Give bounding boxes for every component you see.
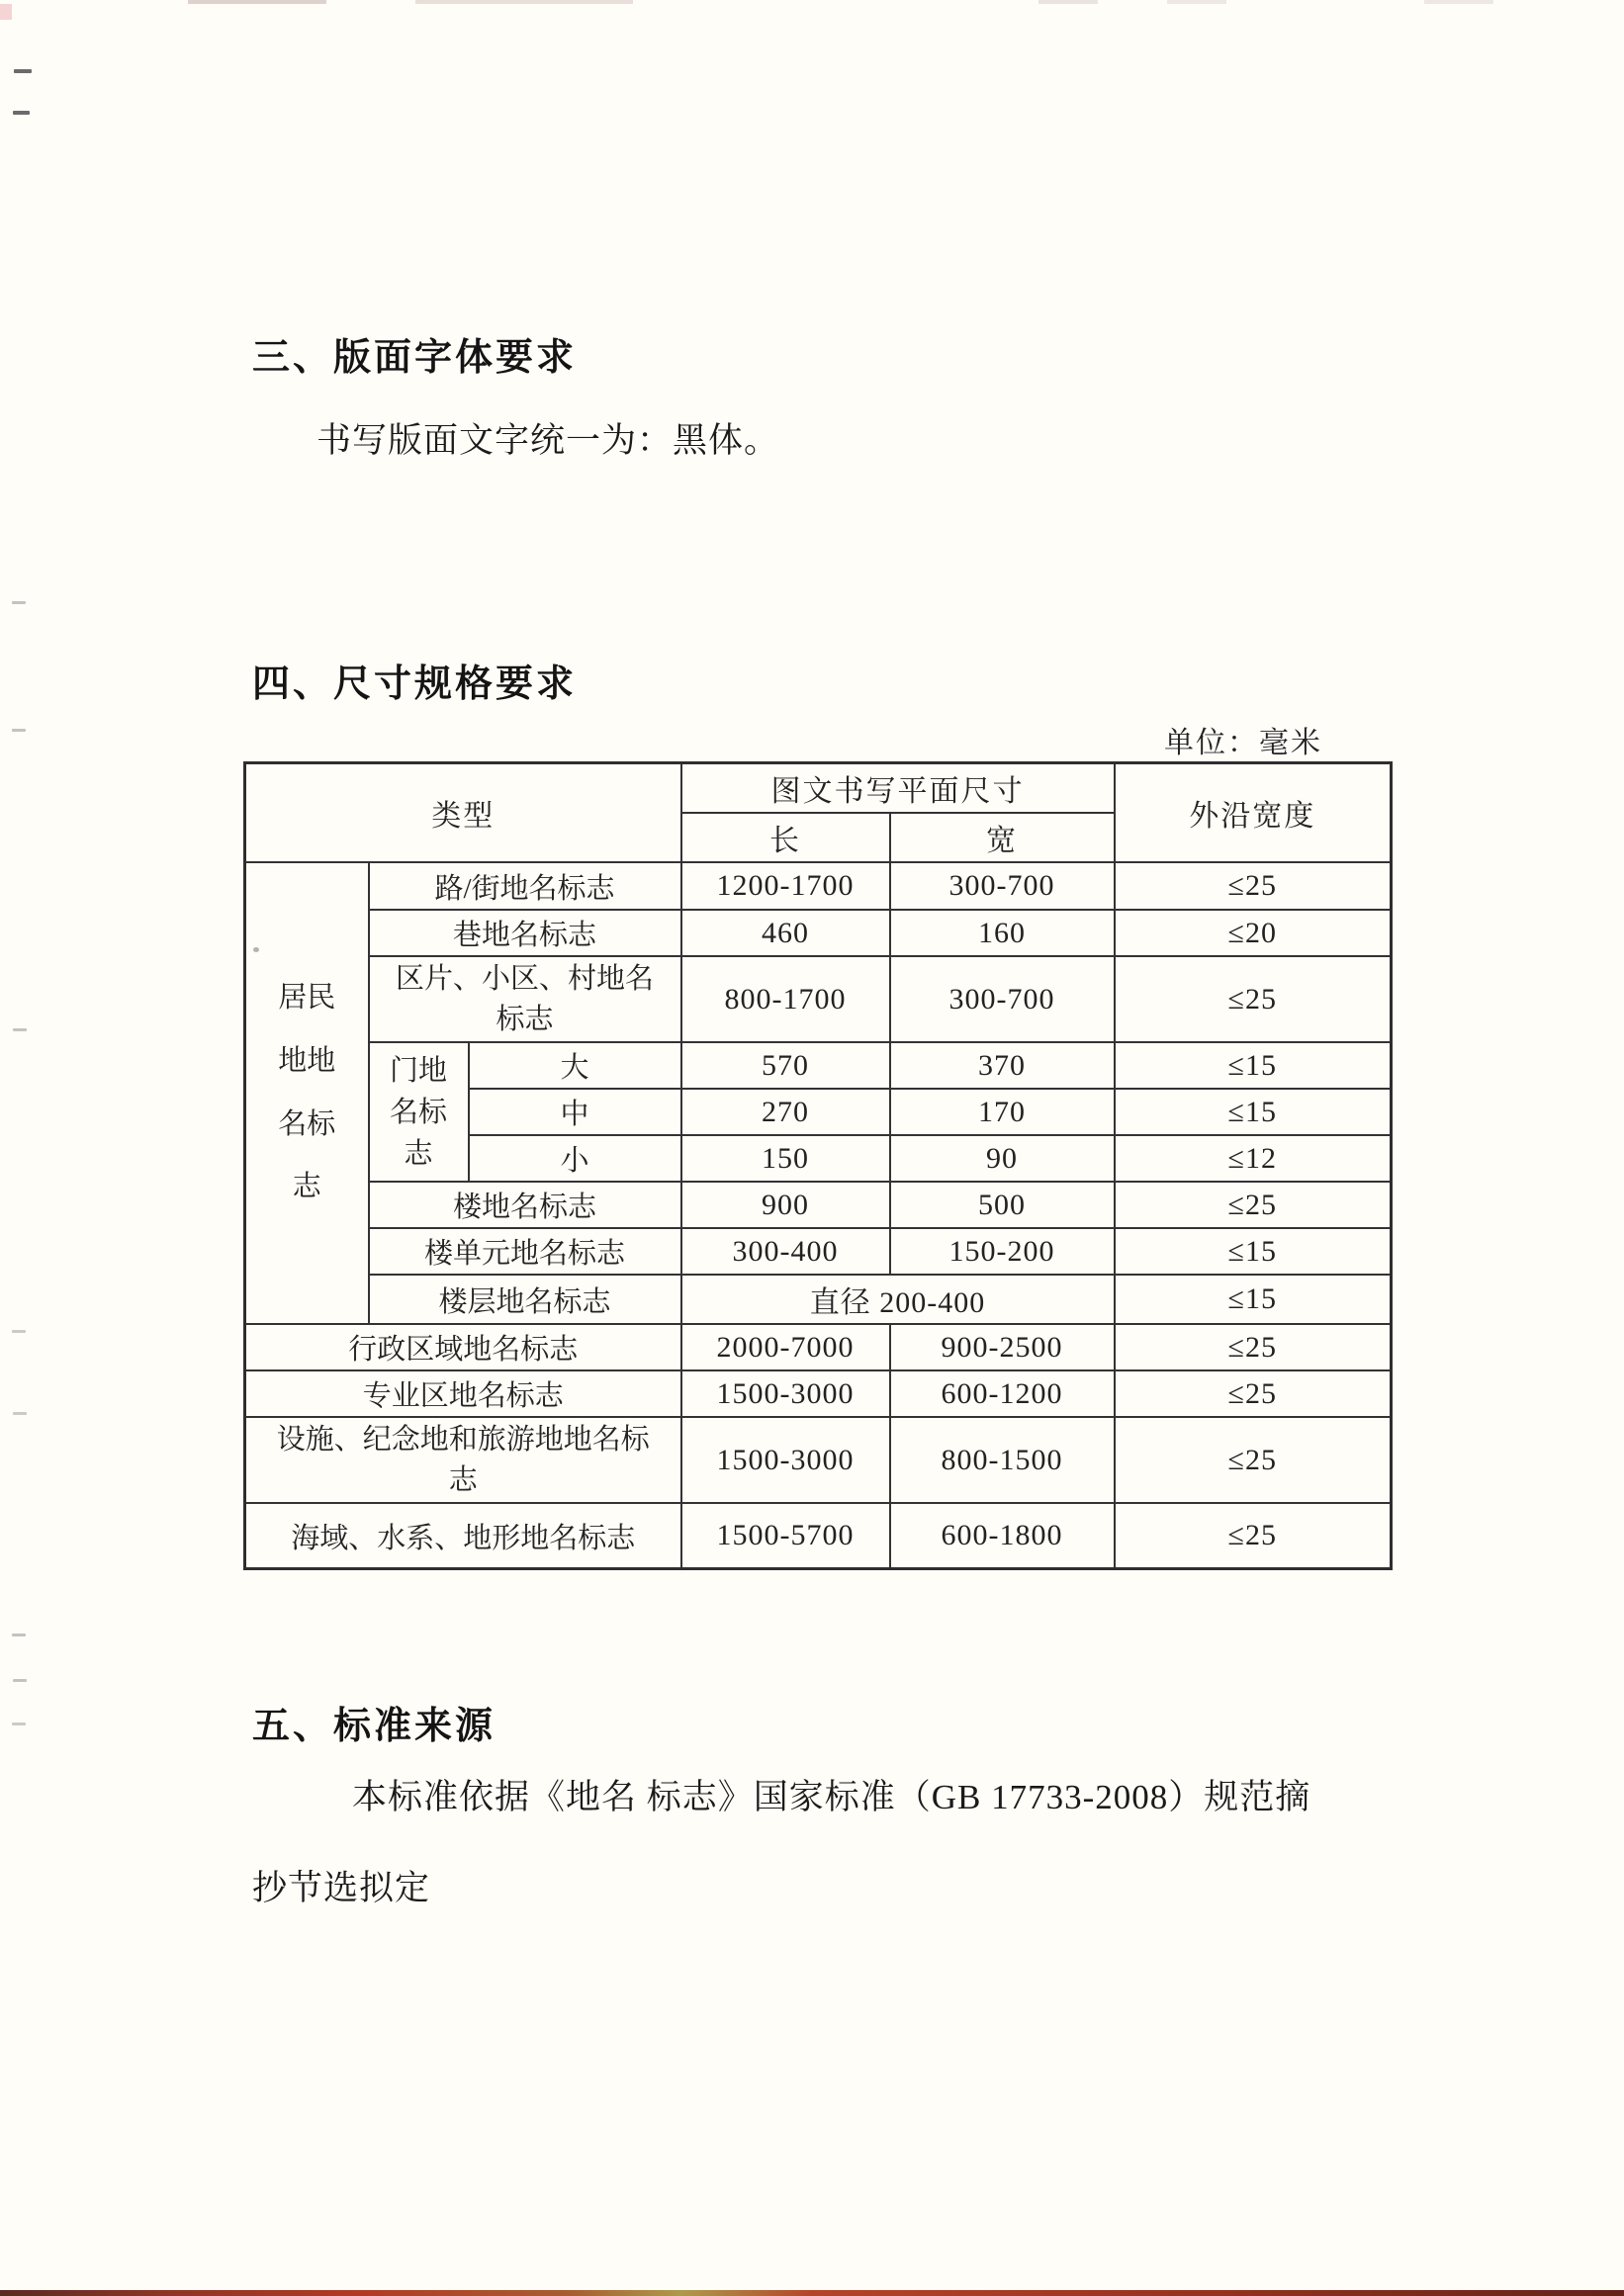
scan-edge-mark	[12, 1330, 26, 1333]
col-header-edge-width: 外沿宽度	[1115, 763, 1392, 863]
length-value: 460	[681, 910, 890, 956]
row-label: 中	[469, 1089, 681, 1135]
row-label: 小	[469, 1135, 681, 1182]
row-label: 行政区域地名标志	[245, 1324, 681, 1370]
length-value: 1500-5700	[681, 1503, 890, 1568]
edge-value: ≤25	[1115, 1503, 1392, 1568]
length-value: 1500-3000	[681, 1417, 890, 1503]
table-row	[245, 1324, 1392, 1370]
table-row	[245, 1275, 1392, 1324]
edge-value: ≤15	[1115, 1228, 1392, 1275]
width-value: 500	[890, 1182, 1115, 1228]
width-value: 900-2500	[890, 1324, 1115, 1370]
table-row	[245, 956, 1392, 1042]
col-header-surface-size: 图文书写平面尺寸	[681, 763, 1115, 814]
table-row	[245, 910, 1392, 956]
length-value: 1200-1700	[681, 862, 890, 910]
scan-edge-mark	[13, 111, 30, 115]
section-5-body-line2: 抄节选拟定	[252, 1869, 431, 1907]
row-label: 区片、小区、村地名标志	[369, 956, 681, 1042]
width-value: 300-700	[890, 956, 1115, 1042]
table-row	[245, 1370, 1392, 1417]
sign-size-table	[243, 761, 1393, 1570]
scan-edge-mark	[13, 1679, 27, 1682]
length-value: 900	[681, 1182, 890, 1228]
scan-top-dash	[1424, 0, 1493, 4]
edge-value: ≤15	[1115, 1089, 1392, 1135]
row-label: 楼单元地名标志	[369, 1228, 681, 1275]
row-label: 专业区地名标志	[245, 1370, 681, 1417]
edge-value: ≤25	[1115, 1182, 1392, 1228]
length-value: 270	[681, 1089, 890, 1135]
row-label: 楼层地名标志	[369, 1275, 681, 1324]
width-value: 160	[890, 910, 1115, 956]
length-value: 800-1700	[681, 956, 890, 1042]
width-value: 150-200	[890, 1228, 1115, 1275]
scan-top-dash	[415, 0, 633, 4]
width-value: 170	[890, 1089, 1115, 1135]
section-4-title: 四、尺寸规格要求	[252, 663, 578, 705]
width-value: 90	[890, 1135, 1115, 1182]
edge-value: ≤25	[1115, 862, 1392, 910]
col-header-width: 宽	[890, 813, 1115, 862]
table-row	[245, 1228, 1392, 1275]
edge-value: ≤15	[1115, 1042, 1392, 1089]
group-label-door: 门地名标志	[369, 1042, 469, 1182]
length-value: 150	[681, 1135, 890, 1182]
group-label-residential: 居民地地名标志	[245, 862, 369, 1324]
edge-value: ≤20	[1115, 910, 1392, 956]
table-row	[245, 1417, 1392, 1503]
length-value: 2000-7000	[681, 1324, 890, 1370]
row-label: 路/街地名标志	[369, 862, 681, 910]
length-value: 570	[681, 1042, 890, 1089]
section-3-body: 书写版面文字统一为：黑体。	[316, 421, 780, 460]
scan-edge-mark	[13, 1028, 27, 1031]
width-value: 600-1800	[890, 1503, 1115, 1568]
scan-edge-mark	[12, 1722, 26, 1725]
row-label: 楼地名标志	[369, 1182, 681, 1228]
row-label: 巷地名标志	[369, 910, 681, 956]
width-value: 370	[890, 1042, 1115, 1089]
edge-value: ≤25	[1115, 1417, 1392, 1503]
table-row	[245, 1042, 1392, 1089]
scan-top-dash	[188, 0, 326, 4]
scan-top-dash	[1038, 0, 1098, 4]
table-row	[245, 862, 1392, 910]
scan-edge-mark	[12, 601, 26, 604]
section-5-body-line1: 本标准依据《地名 标志》国家标准（GB 17733-2008）规范摘	[352, 1778, 1311, 1816]
col-header-type: 类型	[245, 763, 681, 863]
scan-edge-mark	[14, 69, 32, 73]
width-value: 600-1200	[890, 1370, 1115, 1417]
edge-value: ≤12	[1115, 1135, 1392, 1182]
edge-value: ≤25	[1115, 956, 1392, 1042]
diameter-value: 直径 200-400	[681, 1275, 1115, 1324]
edge-value: ≤15	[1115, 1275, 1392, 1324]
unit-note: 单位：毫米	[1164, 727, 1322, 759]
table-row	[245, 1503, 1392, 1568]
edge-value: ≤25	[1115, 1370, 1392, 1417]
row-label: 海域、水系、地形地名标志	[245, 1503, 681, 1568]
scan-bottom-edge-bar	[0, 2290, 1624, 2296]
scan-corner-mark	[0, 4, 12, 20]
section-5-title: 五、标准来源	[252, 1706, 496, 1747]
edge-value: ≤25	[1115, 1324, 1392, 1370]
width-value: 300-700	[890, 862, 1115, 910]
width-value: 800-1500	[890, 1417, 1115, 1503]
table-row	[245, 1182, 1392, 1228]
scan-edge-mark	[12, 1634, 26, 1636]
scan-top-dash	[1167, 0, 1226, 4]
row-label: 大	[469, 1042, 681, 1089]
section-3-title: 三、版面字体要求	[252, 337, 578, 379]
row-label: 设施、纪念地和旅游地地名标志	[245, 1417, 681, 1503]
length-value: 300-400	[681, 1228, 890, 1275]
length-value: 1500-3000	[681, 1370, 890, 1417]
scan-edge-mark	[13, 1412, 27, 1415]
scan-edge-mark	[12, 729, 26, 732]
col-header-length: 长	[681, 813, 890, 862]
